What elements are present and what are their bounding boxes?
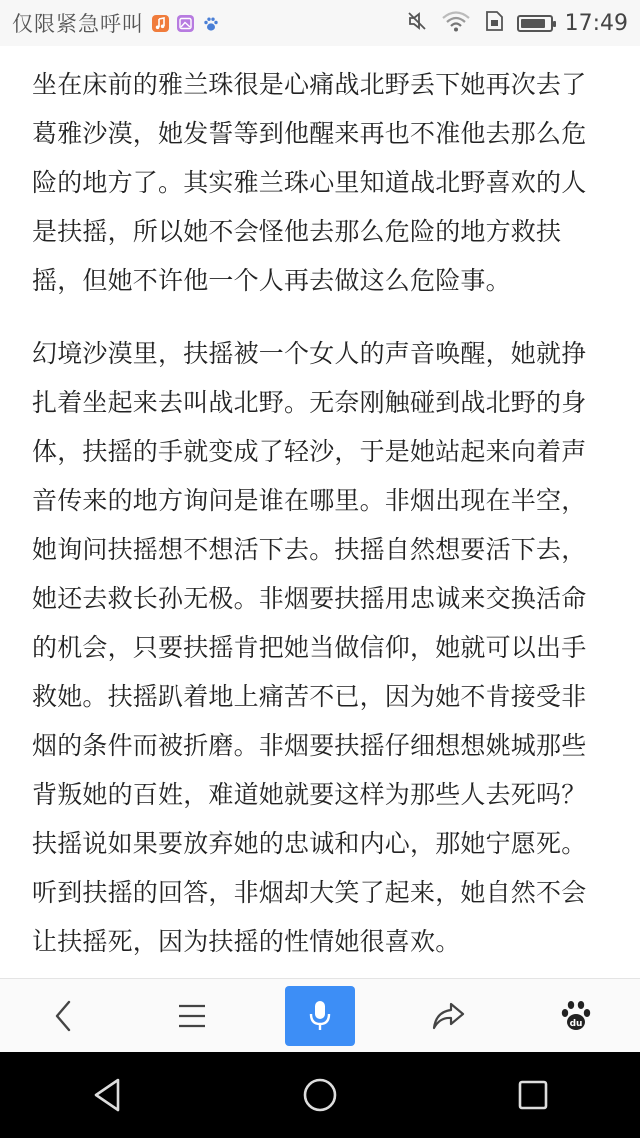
battery-icon — [517, 15, 553, 32]
bottom-toolbar — [0, 978, 640, 1052]
status-right — [405, 9, 628, 37]
wifi-icon — [441, 10, 471, 36]
status-left — [12, 8, 219, 38]
status-bar — [0, 0, 640, 46]
nav-recents-button[interactable] — [493, 1065, 573, 1125]
voice-mic-icon — [306, 999, 334, 1033]
music-app-icon — [152, 15, 169, 32]
svg-text:du: du — [569, 1018, 583, 1029]
baidu-home-button[interactable] — [541, 985, 611, 1047]
share-button[interactable] — [413, 985, 483, 1047]
nav-home-button[interactable] — [280, 1065, 360, 1125]
nav-back-icon — [90, 1076, 124, 1114]
back-button[interactable] — [29, 985, 99, 1047]
sim-icon — [483, 9, 505, 37]
baidu-home-icon — [558, 998, 594, 1034]
mute-icon — [405, 9, 429, 37]
carrier-text: 仅限紧急呼叫 — [12, 12, 144, 36]
gallery-app-icon — [177, 15, 194, 32]
menu-button[interactable] — [157, 985, 227, 1047]
article-paragraph-2: 幻境沙漠里，扶摇被一个女人的声音唤醒，她就挣扎着坐起来去叫战北野。无奈刚触碰到战北野的身体，扶摇的手就变成了轻沙，于是她站起来向着声音传来的地方询问是谁在哪里。非烟出现在半空，她询问扶摇想不想活下去。扶摇自然想要活下去，她还去救长孙无极。非烟要扶摇用忠诚来交换活命的机会，只要扶摇肯把她当做信仰，她就可以出手救她。扶摇趴着地上痛苦不已，因为她不肯接受非烟的条件而被折磨。非烟要扶摇仔细想想姚城那些背叛她的百姓，难道她就要这样为那些人去死吗？扶摇说如果要放弃她的忠诚和内心，那她宁愿死。听到扶摇的回答，非烟却大笑了起来，她自然不会让扶摇死，因为扶摇的性情她很喜欢。 — [32, 339, 587, 956]
clock-time: 17:49 — [564, 10, 628, 36]
article-paragraph-1: 坐在床前的雅兰珠很是心痛战北野丢下她再次去了葛雅沙漠，她发誓等到他醒来再也不准他去那么危险的地方了。其实雅兰珠心里知道战北野喜欢的人是扶摇，所以她不会怪他去那么危险的地方救扶摇，但她不许他一个人再去做这么危险事。 — [32, 70, 587, 295]
menu-icon — [176, 1002, 208, 1030]
back-icon — [49, 998, 79, 1034]
nav-home-icon — [300, 1075, 340, 1115]
share-icon — [430, 1000, 466, 1032]
baidu-paw-icon — [202, 15, 219, 32]
nav-back-button[interactable] — [67, 1065, 147, 1125]
nav-recents-icon — [516, 1078, 550, 1112]
system-nav-bar — [0, 1052, 640, 1138]
battery-level-fill — [521, 19, 546, 28]
article-body — [0, 46, 640, 978]
voice-search-button[interactable] — [285, 986, 355, 1046]
